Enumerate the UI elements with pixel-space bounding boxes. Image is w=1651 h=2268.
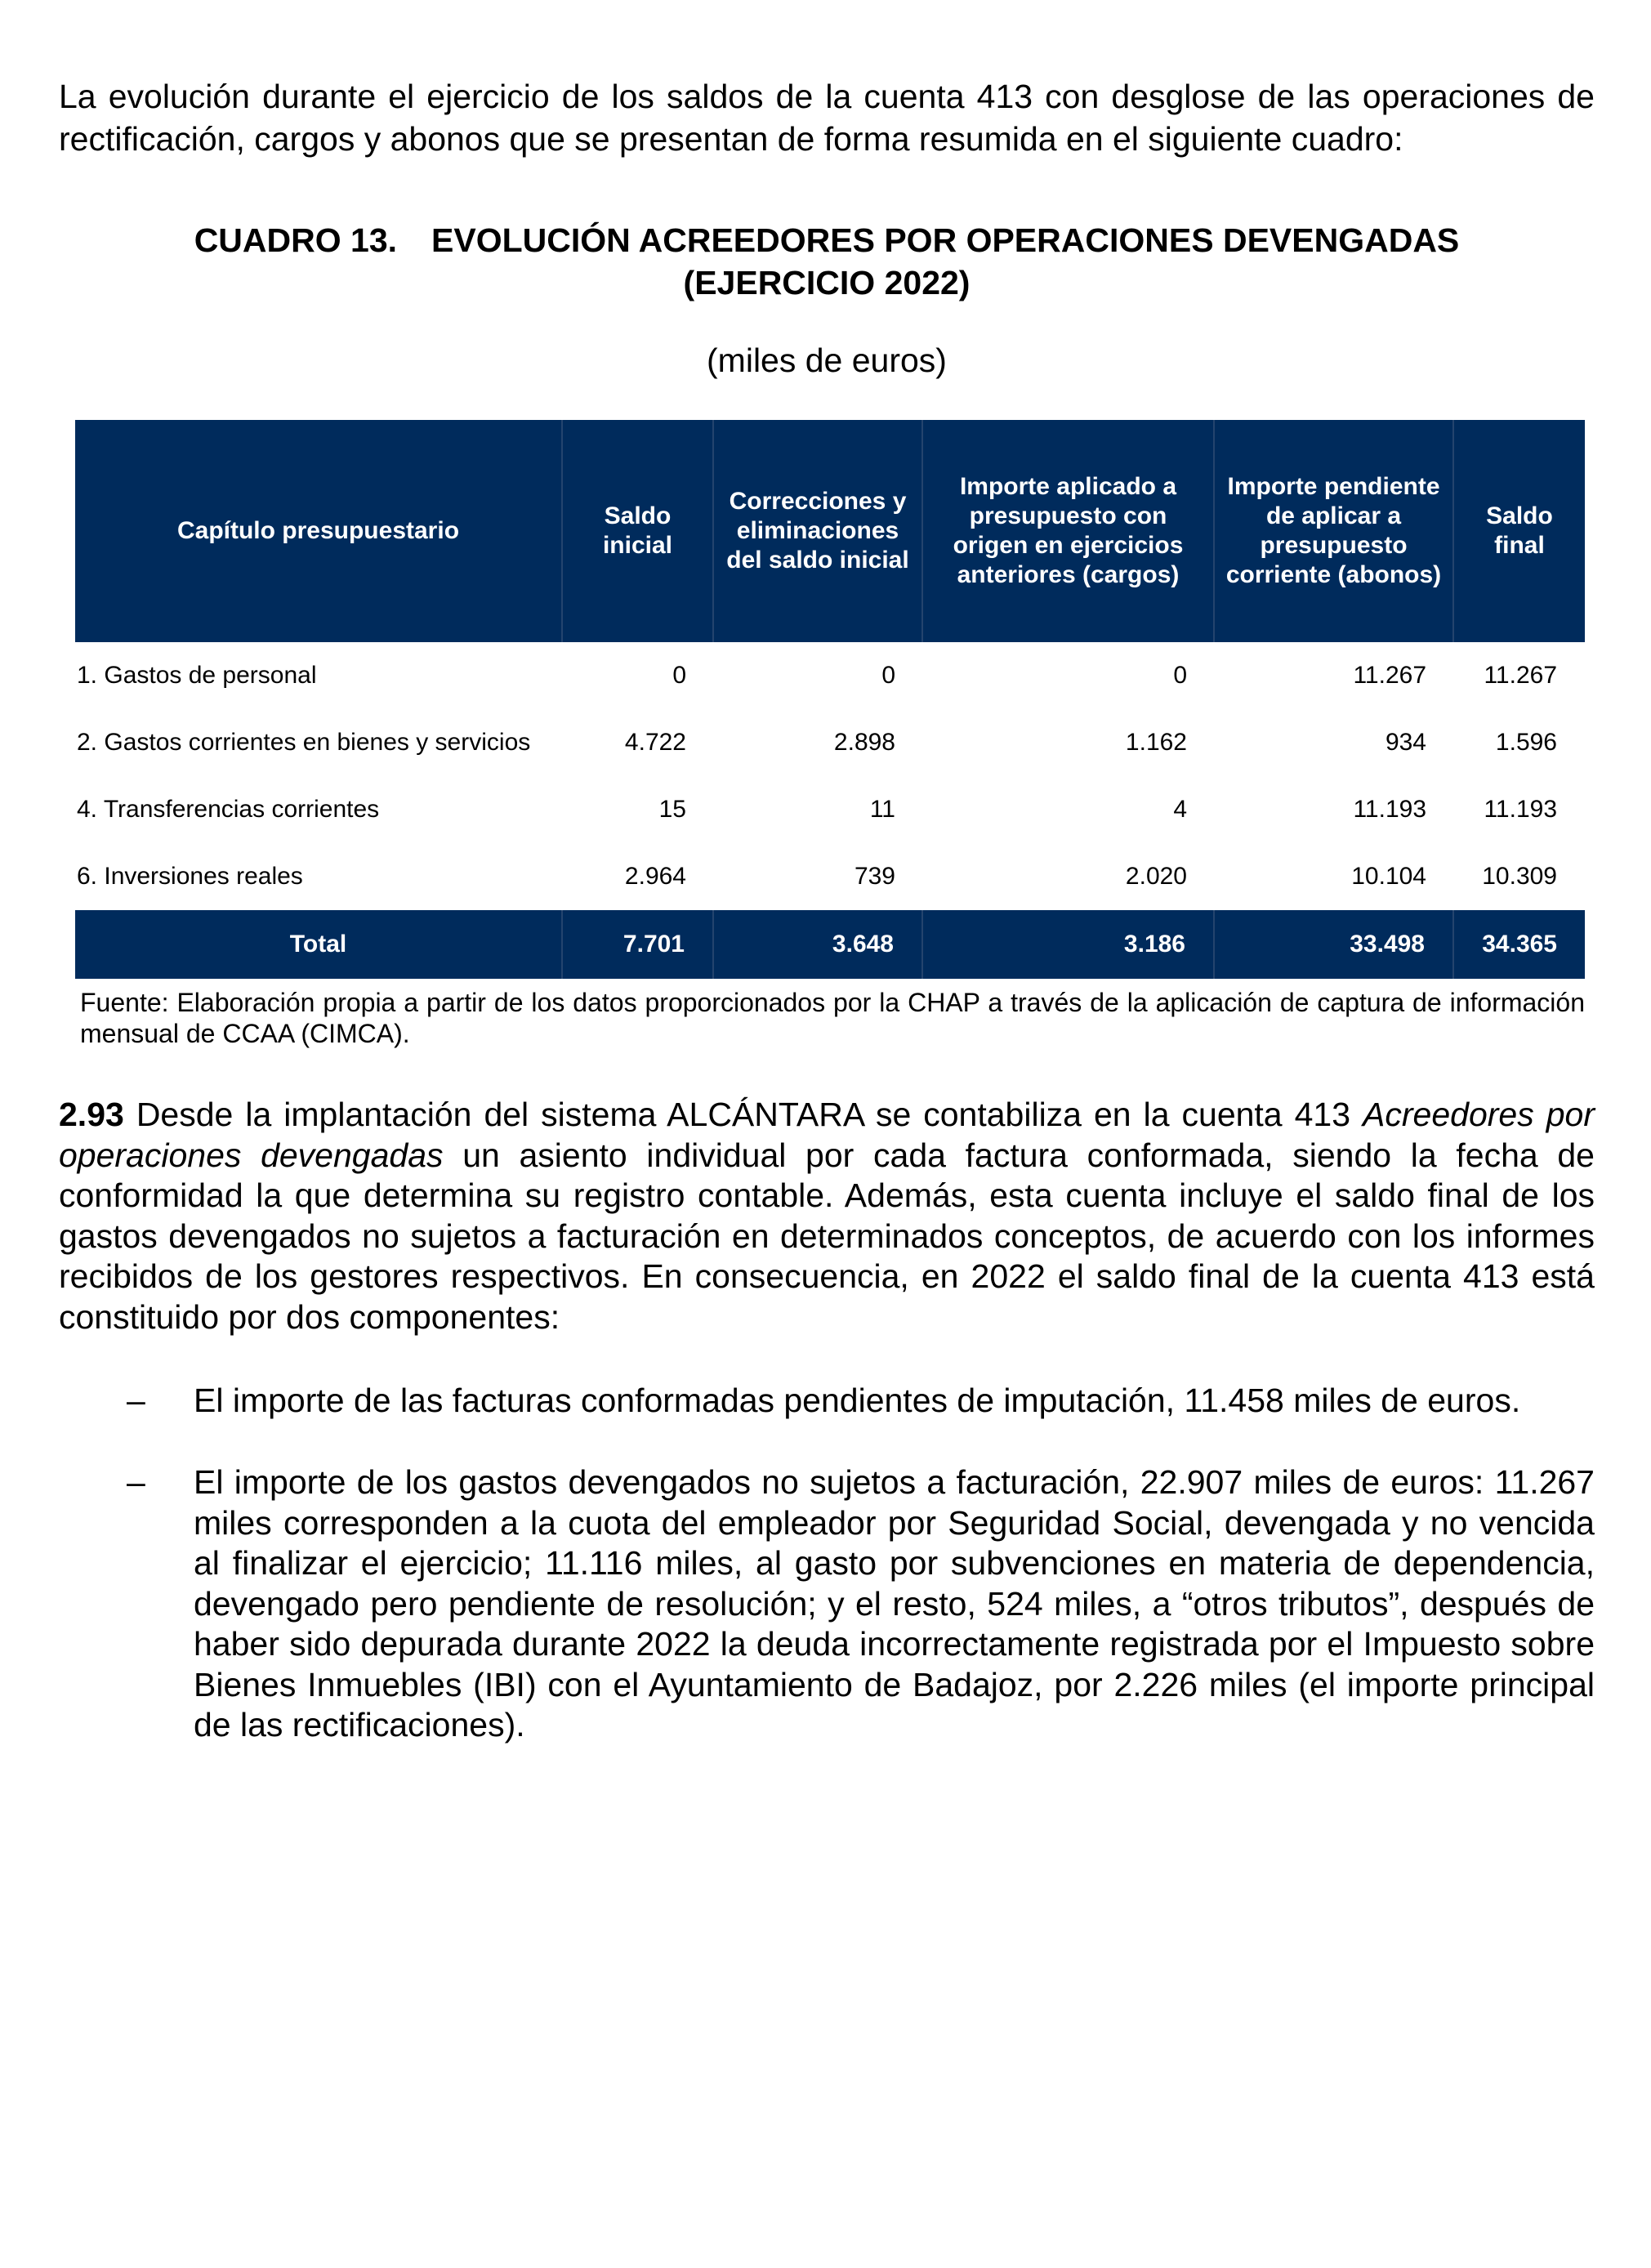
header-corrections: Correcciones y eliminaciones del saldo inicial bbox=[714, 420, 923, 642]
bullet-marker: – bbox=[127, 1382, 145, 1419]
table-row bbox=[75, 776, 1585, 843]
cell: 2.964 bbox=[624, 863, 686, 890]
cell: 15 bbox=[658, 796, 686, 823]
table-total-row bbox=[75, 910, 1585, 979]
header-initial-balance: Saldo inicial bbox=[563, 420, 714, 642]
table-header-row bbox=[75, 420, 1585, 642]
paragraph-italic-term: Acreedores por operaciones devengadas bbox=[59, 1096, 1595, 1174]
intro-paragraph: La evolución durante el ejercicio de los saldos de la cuenta 413 con desglose de las operaciones de rectificación, cargos y abonos que se presentan de forma resumida en el siguiente cuadro: bbox=[59, 78, 1595, 158]
paragraph-number: 2.93 bbox=[59, 1096, 124, 1133]
row-label: 6. Inversiones reales bbox=[77, 863, 303, 890]
total-cell: 7.701 bbox=[563, 910, 714, 979]
table-number: CUADRO 13. bbox=[194, 221, 398, 259]
row-label: 1. Gastos de personal bbox=[77, 662, 317, 689]
table-title-line2: (EJERCICIO 2022) bbox=[683, 264, 971, 301]
creditors-table bbox=[75, 420, 1585, 979]
row-label: 4. Transferencias corrientes bbox=[77, 796, 380, 823]
table-row bbox=[75, 642, 1585, 709]
cell: 2.020 bbox=[1125, 863, 1187, 890]
total-cell: 33.498 bbox=[1215, 910, 1454, 979]
paragraph-text-before: Desde la implantación del sistema ALCÁNTARA se contabiliza en la cuenta 413 bbox=[136, 1096, 1351, 1133]
cell: 0 bbox=[1173, 662, 1187, 689]
cell: 10.309 bbox=[1482, 863, 1557, 890]
cell: 11.267 bbox=[1353, 662, 1426, 689]
cell: 1.596 bbox=[1495, 729, 1557, 756]
cell: 934 bbox=[1385, 729, 1426, 756]
table-title bbox=[59, 219, 1595, 304]
cell: 4 bbox=[1173, 796, 1187, 823]
table-title-line1: EVOLUCIÓN ACREEDORES POR OPERACIONES DEVENGADAS bbox=[431, 221, 1460, 259]
cell: 11.267 bbox=[1484, 662, 1557, 689]
total-cell: 34.365 bbox=[1454, 910, 1585, 979]
bullet-item bbox=[127, 1462, 1595, 1746]
total-label: Total bbox=[75, 910, 563, 979]
row-label: 2. Gastos corrientes en bienes y servicios bbox=[77, 729, 531, 756]
total-cell: 3.648 bbox=[714, 910, 923, 979]
table-row bbox=[75, 709, 1585, 776]
cell: 11.193 bbox=[1484, 796, 1557, 823]
header-final-balance: Saldo final bbox=[1454, 420, 1585, 642]
paragraph-2-93 bbox=[59, 1095, 1595, 1337]
cell: 10.104 bbox=[1351, 863, 1426, 890]
bullet-item bbox=[127, 1381, 1595, 1422]
header-applied-amount: Importe aplicado a presupuesto con origen en ejercicios anteriores (cargos) bbox=[923, 420, 1215, 642]
paragraph-text-after: un asiento individual por cada factura conformada, siendo la fecha de conformidad la que determina su registro contable. Además, esta cuenta incluye el saldo final de los gastos devengados no sujetos a facturación en determinados conceptos, de acuerdo con los informes recibidos de los gestores respectivos. En consecuencia, en 2022 el saldo final de la cuenta 413 está constituido por dos componentes: bbox=[59, 1136, 1595, 1336]
bullet-text: El importe de los gastos devengados no sujetos a facturación, 22.907 miles de euros: 11.267 miles corresponden a la cuota del empleador por Seguridad Social, devengada y no vencida al finalizar el ejercicio; 11.116 miles, al gasto por subvenciones en materia de dependencia, devengado pero pendiente de resolución; y el resto, 524 miles, a “otros tributos”, después de haber sido depurada durante 2022 la deuda incorrectamente registrada por el Impuesto sobre Bienes Inmuebles (IBI) con el Ayuntamiento de Badajoz, por 2.226 miles (el importe principal de las rectificaciones). bbox=[194, 1463, 1595, 1743]
cell: 4.722 bbox=[624, 729, 686, 756]
header-pending-amount: Importe pendiente de aplicar a presupuesto corriente (abonos) bbox=[1215, 420, 1454, 642]
table-source-note: Fuente: Elaboración propia a partir de los datos proporcionados por la CHAP a través de la aplicación de captura de información mensual de CCAA (CIMCA). bbox=[80, 988, 1585, 1048]
bullet-marker: – bbox=[127, 1463, 145, 1501]
table-row bbox=[75, 843, 1585, 910]
bullet-text: El importe de las facturas conformadas pendientes de imputación, 11.458 miles de euros. bbox=[194, 1382, 1521, 1419]
cell: 1.162 bbox=[1125, 729, 1187, 756]
cell: 0 bbox=[672, 662, 686, 689]
cell: 0 bbox=[881, 662, 895, 689]
total-cell: 3.186 bbox=[923, 910, 1215, 979]
header-chapter: Capítulo presupuestario bbox=[75, 420, 563, 642]
cell: 11.193 bbox=[1353, 796, 1426, 823]
cell: 11 bbox=[869, 796, 895, 823]
cell: 739 bbox=[854, 863, 895, 890]
cell: 2.898 bbox=[833, 729, 895, 756]
table-units: (miles de euros) bbox=[707, 342, 947, 379]
